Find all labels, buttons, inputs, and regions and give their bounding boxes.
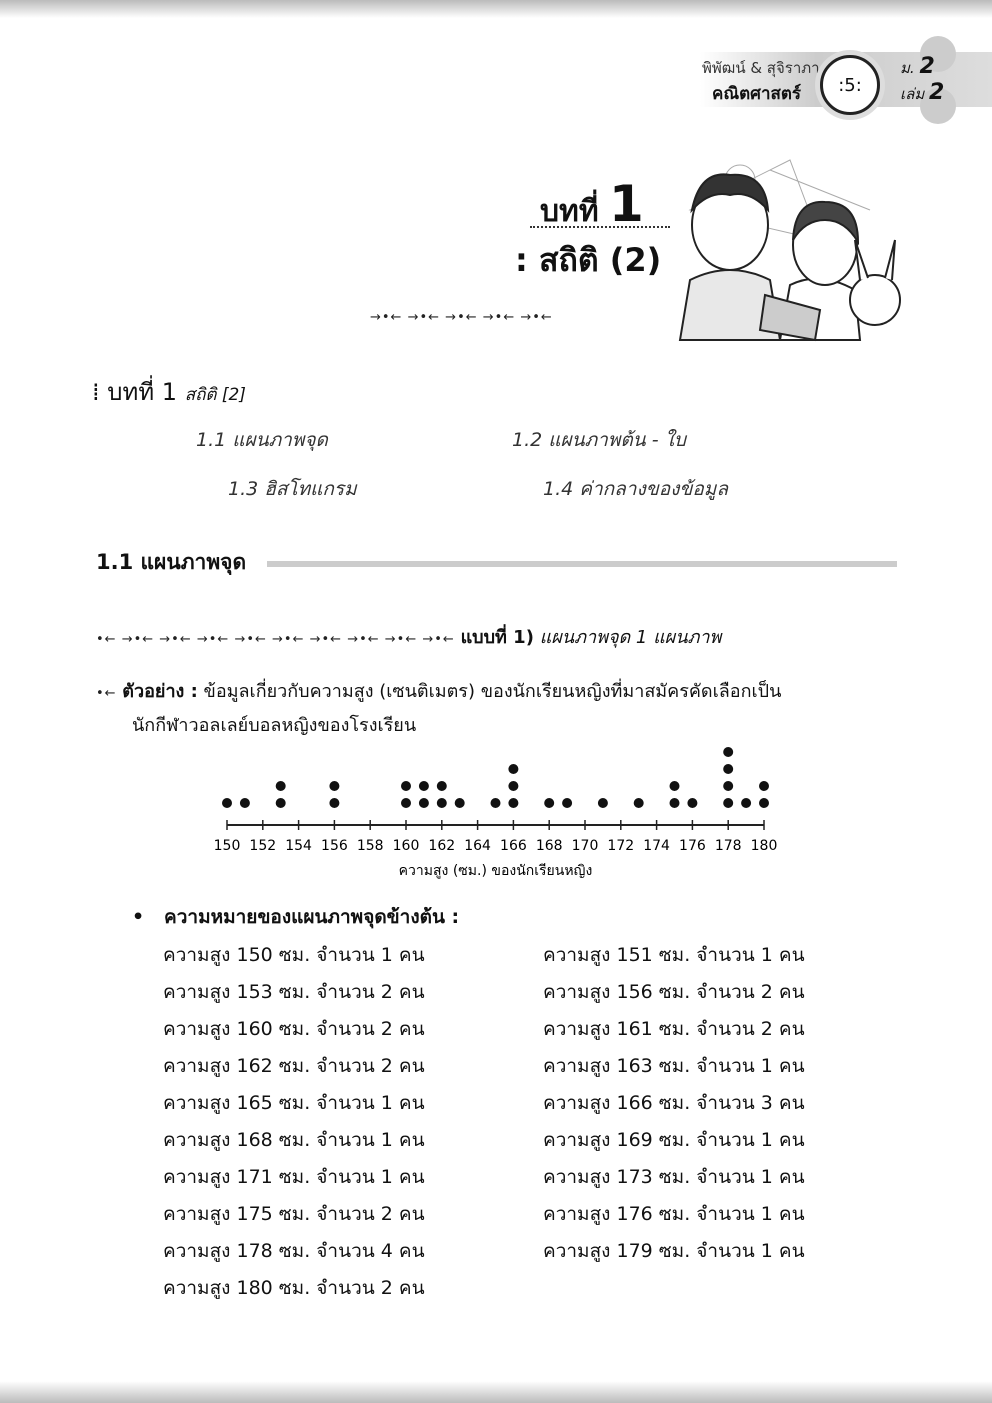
data-dot (562, 798, 572, 808)
data-dot (240, 798, 250, 808)
example-line (96, 676, 781, 705)
x-tick-label: 154 (285, 838, 312, 854)
data-dot (419, 781, 429, 791)
header-authors: พิพัฒน์ & สุจิราภา (702, 59, 820, 77)
data-dot (437, 781, 447, 791)
type-text: แผนภาพจุด 1 แผนภาพ (539, 627, 722, 648)
meaning-row: ความสูง 179 ซม. จำนวน 1 คน (543, 1240, 805, 1262)
data-dot (634, 798, 644, 808)
toc-heading (92, 372, 246, 411)
chapter-ornament: →•← →•← →•← →•← →•← (370, 310, 553, 325)
data-dot (437, 798, 447, 808)
grade-value: 2 (919, 54, 935, 79)
x-tick-label: 172 (607, 838, 635, 854)
chapter-label-text: บทที่ (540, 194, 599, 229)
chapter-dotted-line (530, 226, 670, 228)
meaning-heading-text: ความหมายของแผนภาพจุดข้างต้น : (164, 906, 460, 928)
section-divider (267, 561, 897, 567)
data-dot (687, 798, 697, 808)
x-tick-label: 162 (428, 838, 456, 854)
meaning-row: ความสูง 161 ซม. จำนวน 2 คน (543, 1018, 805, 1040)
toc-item[interactable]: 1.2 แผนภาพต้น - ใบ (512, 429, 686, 451)
meaning-row: ความสูง 173 ซม. จำนวน 1 คน (543, 1166, 805, 1188)
data-dot (329, 781, 339, 791)
data-dot (759, 798, 769, 808)
meaning-row: ความสูง 180 ซม. จำนวน 2 คน (163, 1277, 425, 1299)
meaning-row: ความสูง 169 ซม. จำนวน 1 คน (543, 1129, 805, 1151)
page-bottom-shade (0, 1381, 992, 1403)
meaning-row: ความสูง 178 ซม. จำนวน 4 คน (163, 1240, 425, 1262)
meaning-row: ความสูง 162 ซม. จำนวน 2 คน (163, 1055, 425, 1077)
data-dot (598, 798, 608, 808)
chapter-title: : สถิติ (2) (515, 241, 662, 279)
meaning-row: ความสูง 153 ซม. จำนวน 2 คน (163, 981, 425, 1003)
meaning-row: ความสูง 151 ซม. จำนวน 1 คน (543, 944, 805, 966)
data-dot (741, 798, 751, 808)
meaning-heading (132, 902, 459, 932)
x-tick-label: 156 (321, 838, 348, 854)
x-axis-label: ความสูง (ซม.) ของนักเรียนหญิง (398, 863, 593, 879)
x-tick-label: 176 (679, 838, 706, 854)
x-tick-label: 170 (571, 838, 599, 854)
data-dot (419, 798, 429, 808)
toc-item[interactable]: 1.4 ค่ากลางของข้อมูล (543, 478, 728, 500)
x-tick-label: 152 (249, 838, 277, 854)
volume-label: เล่ม (900, 85, 925, 103)
data-dot (401, 781, 411, 791)
example-label: ตัวอย่าง : (122, 681, 198, 702)
data-dot (723, 781, 733, 791)
page-number (820, 55, 880, 115)
data-dot (723, 747, 733, 757)
x-tick-label: 158 (356, 838, 384, 854)
chapter-number: 1 (609, 175, 644, 233)
bullet-icon: • (132, 906, 145, 928)
meaning-row: ความสูง 168 ซม. จำนวน 1 คน (163, 1129, 425, 1151)
toc-heading-text: บทที่ 1 (107, 378, 178, 406)
meaning-row: ความสูง 176 ซม. จำนวน 1 คน (543, 1203, 805, 1225)
x-tick-label: 180 (750, 838, 778, 854)
data-dot (723, 764, 733, 774)
data-dot (508, 798, 518, 808)
meaning-row: ความสูง 163 ซม. จำนวน 1 คน (543, 1055, 805, 1077)
toc-item[interactable]: 1.3 ฮิสโทแกรม (228, 478, 357, 500)
data-dot (723, 798, 733, 808)
page-number-text: :5: (838, 74, 862, 96)
data-dot (508, 781, 518, 791)
x-tick-label: 168 (535, 838, 563, 854)
data-dot (508, 764, 518, 774)
data-dot (544, 798, 554, 808)
example-bullet-icon: •← (96, 686, 117, 701)
section-title: 1.1 แผนภาพจุด (96, 550, 247, 574)
data-dot (670, 798, 680, 808)
meaning-row: ความสูง 156 ซม. จำนวน 2 คน (543, 981, 805, 1003)
x-tick-label: 174 (643, 838, 670, 854)
type-label: แบบที่ 1) (460, 627, 534, 648)
header-grade (900, 54, 944, 106)
x-tick-label: 150 (213, 838, 241, 854)
data-dot (276, 781, 286, 791)
data-dot (222, 798, 232, 808)
dot-plot (200, 740, 790, 880)
meaning-row: ความสูง 150 ซม. จำนวน 1 คน (163, 944, 425, 966)
grade-label: ม. (900, 59, 915, 77)
meaning-row: ความสูง 175 ซม. จำนวน 2 คน (163, 1203, 425, 1225)
toc-subtitle: สถิติ [2] (184, 385, 246, 405)
x-tick-label: 166 (500, 838, 527, 854)
example-text: ข้อมูลเกี่ยวกับความสูง (เซนติเมตร) ของนักเรียนหญิงที่มาสมัครคัดเลือกเป็น (203, 681, 782, 702)
type-line (96, 622, 721, 651)
page-top-shade (0, 0, 992, 18)
data-dot (455, 798, 465, 808)
cartoon-illustration (670, 150, 910, 345)
data-dot (329, 798, 339, 808)
data-dot (491, 798, 501, 808)
toc-item[interactable]: 1.1 แผนภาพจุด (196, 429, 328, 451)
meaning-row: ความสูง 166 ซม. จำนวน 3 คน (543, 1092, 805, 1114)
volume-value: 2 (929, 80, 945, 105)
header-subject: คณิตศาสตร์ (712, 84, 802, 104)
meaning-row: ความสูง 160 ซม. จำนวน 2 คน (163, 1018, 425, 1040)
data-dot (759, 781, 769, 791)
x-tick-label: 164 (464, 838, 491, 854)
toc-bullet-icon: ⁞ (92, 378, 100, 406)
data-dot (670, 781, 680, 791)
meaning-row: ความสูง 171 ซม. จำนวน 1 คน (163, 1166, 425, 1188)
example-text-cont: นักกีฬาวอลเลย์บอลหญิงของโรงเรียน (132, 715, 417, 736)
x-tick-label: 160 (392, 838, 420, 854)
type-ornament: •← →•← →•← →•← →•← →•← →•← →•← →•← →•← (96, 632, 455, 647)
meaning-row: ความสูง 165 ซม. จำนวน 1 คน (163, 1092, 425, 1114)
data-dot (401, 798, 411, 808)
x-tick-label: 178 (714, 838, 742, 854)
data-dot (276, 798, 286, 808)
